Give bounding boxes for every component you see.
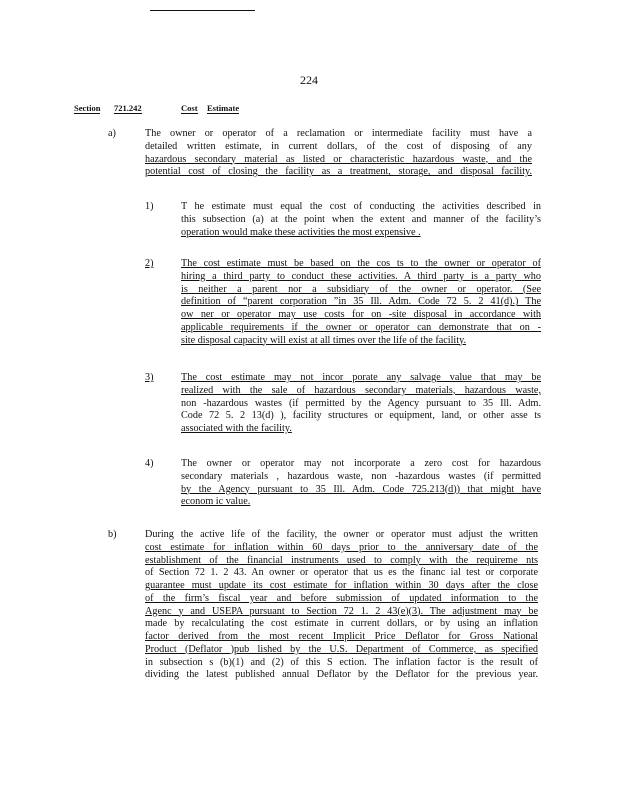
paragraph-b-line: of the firm’s fiscal year and before submission of updated information to the (145, 592, 538, 604)
paragraph-b-line: in subsection s (b)(1) and (2) of this S ection. The inflation factor is the result of (145, 656, 538, 668)
subitem-2-line: ow ner or operator may use costs for on -site disposal in accordance with (181, 309, 541, 320)
subitem-4-marker: 4) (145, 458, 154, 469)
subitem-3-line: Code 72 5. 2 13(d) ), facility structures or equipment, land, or other asse ts (181, 410, 541, 422)
paragraph-b-line: guarantee must update its cost estimate for inflation within 30 days after the close (145, 580, 538, 591)
section-title-cost: Cost (181, 103, 198, 113)
subitem-2-line: applicable requirements if the owner or operator can demonstrate that on - (181, 321, 541, 333)
subitem-2-line: definition of “parent corporation ”in 35 Ill. Adm. Code 72 5. 2 41(d).) The (181, 296, 541, 308)
subitem-3-marker: 3) (145, 372, 154, 383)
subitem-3 (181, 372, 541, 436)
paragraph-b-line: made by recalculating the cost estimate in current dollars, or by using an inflation (145, 618, 538, 630)
subitem-3-line: non -hazardous wastes (if permitted by the Agency pursuant to 35 Ill. Adm. (181, 397, 541, 409)
subitem-2-line: The cost estimate must be based on the cos ts to the owner or operator of (181, 258, 541, 269)
subitem-2-line: is neither a parent nor a subsidiary of the owner or operator. (See (181, 283, 541, 295)
section-header-rule (150, 10, 255, 11)
subitem-1 (181, 201, 541, 239)
paragraph-b-line: Agenc y and USEPA pursuant to Section 72 1. 2 43(e)(3). The adjustment may be (145, 605, 538, 617)
paragraph-b (145, 529, 538, 682)
subitem-4 (181, 458, 541, 509)
paragraph-b-marker: b) (108, 529, 117, 540)
paragraph-a-line: detailed written estimate, in current dollars, of the cost of disposing of any (145, 140, 532, 152)
subitem-4-line: secondary materials , hazardous waste, non -hazardous wastes (if permitted (181, 470, 541, 482)
subitem-2 (181, 258, 541, 347)
subitem-3-line: realized with the sale of hazardous secondary materials, hazardous waste, (181, 384, 541, 396)
paragraph-a-line: potential cost of closing the facility as a treatment, storage, and disposal facility. (145, 166, 532, 178)
page-number: 224 (300, 73, 318, 87)
paragraph-a-line: The owner or operator of a reclamation or intermediate facility must have a (145, 128, 532, 139)
paragraph-b-line: During the active life of the facility, the owner or operator must adjust the written (145, 529, 538, 540)
subitem-1-line: operation would make these activities the most expensive . (181, 226, 421, 238)
subitem-3-line: The cost estimate may not incor porate any salvage value that may be (181, 372, 541, 383)
paragraph-a-line: hazardous secondary material as listed or characteristic hazardous waste, and the (145, 153, 532, 165)
subitem-1-line: T he estimate must equal the cost of conducting the activities described in (181, 201, 541, 212)
paragraph-b-line: of Section 72 1. 2 43. An owner or operator that us es the financ ial test or corporate (145, 567, 538, 579)
subitem-3-line: associated with the facility. (181, 423, 292, 434)
section-label: Section (74, 103, 101, 113)
section-title-estimate: Estimate (207, 103, 240, 113)
subitem-4-line: by the Agency pursuant to 35 Ill. Adm. Code 725.213(d)) that might have (181, 483, 541, 495)
paragraph-b-line: dividing the latest published annual Deflator by the Deflator for the previous year. (145, 669, 538, 681)
subitem-1-line: this subsection (a) at the point when the extent and manner of the facility’s (181, 213, 541, 225)
paragraph-a (145, 128, 532, 179)
paragraph-b-line: factor derived from the most recent Implicit Price Deflator for Gross National (145, 631, 538, 642)
subitem-2-line: site disposal capacity will exist at all times over the life of the facility. (181, 334, 467, 346)
subitem-1-marker: 1) (145, 201, 154, 212)
subitem-2-marker: 2) (145, 258, 154, 269)
paragraph-b-line: establishment of the financial instruments used to comply with the requireme nts (145, 554, 538, 566)
section-number: 721.242 (114, 103, 142, 113)
paragraph-b-line: Product (Deflator )pub lished by the U.S. Department of Commerce, as specified (145, 643, 538, 655)
paragraph-b-line: cost estimate for inflation within 60 days prior to the anniversary date of the (145, 541, 538, 553)
subitem-2-line: hiring a third party to conduct these activities. A third party is a party who (181, 270, 541, 282)
subitem-4-line: econom ic value. (181, 496, 251, 508)
subitem-4-line: The owner or operator may not incorporate a zero cost for hazardous (181, 458, 541, 469)
paragraph-a-marker: a) (108, 128, 116, 139)
